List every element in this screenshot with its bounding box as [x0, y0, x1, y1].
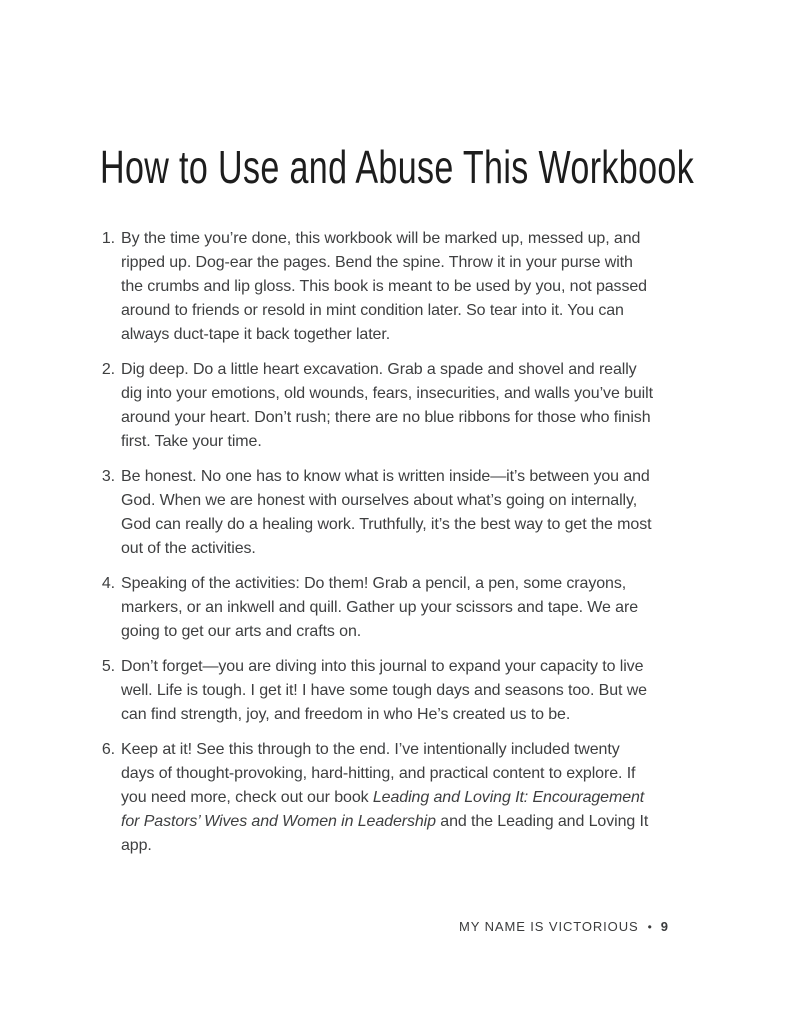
book-title-italic-text: Leading and Loving It: Encouragement for Pastors’ Wives and Women in Leadership — [121, 789, 645, 830]
body-text-segment: By the time you’re done, this workbook will be marked up, messed up, and ripped up. Dog-ear the pages. Bend the spine. Throw it in your purse with the crumbs and lip gloss. This book is meant to be used by you, not passed around to friends or resold in mint condition later. So tear into it. You can always duct-tape it back together later. — [121, 230, 647, 343]
footer-book-title: MY NAME IS VICTORIOUS — [459, 919, 639, 934]
list-item — [98, 358, 656, 454]
list-item-text — [121, 655, 656, 727]
footer-separator-bullet: • — [647, 919, 652, 934]
list-item — [98, 655, 656, 727]
body-text-segment: Speaking of the activities: Do them! Grab a pencil, a pen, some crayons, markers, or an inkwell and quill. Gather up your scissors and tape. We are going to get our arts and crafts on. — [121, 575, 638, 640]
body-text-segment: Be honest. No one has to know what is written inside—it’s between you and God. When we are honest with ourselves about what’s going on internally, God can really do a healing work. Truthfully, it’s the best way to get the most out of the activities. — [121, 468, 652, 557]
list-item — [98, 227, 656, 347]
body-text-segment: Don’t forget—you are diving into this journal to expand your capacity to live well. Life is tough. I get it! I have some tough days and seasons too. But we can find strength, joy, and freedom in who He’s created us to be. — [121, 658, 647, 723]
list-item-text — [121, 465, 656, 561]
list-item-number: 5. — [101, 658, 115, 675]
list-item-number: 3. — [101, 468, 115, 485]
body-text-segment: Keep at it! See this through to the end. I’ve intentionally included twenty days of thought-provoking, hard-hitting, and practical content to explore. If you need more, check out our book — [121, 741, 636, 806]
list-item-text — [121, 738, 656, 858]
list-item-number: 4. — [101, 575, 115, 592]
list-item-text — [121, 358, 656, 454]
instruction-list — [98, 227, 656, 869]
list-item — [98, 465, 656, 561]
list-item-number: 1. — [101, 230, 115, 247]
list-item-text — [121, 572, 656, 644]
body-text-segment: and the Leading and Loving It app. — [121, 813, 649, 854]
page-footer — [459, 919, 668, 934]
footer-page-number: 9 — [660, 919, 668, 934]
list-item-number: 2. — [101, 361, 115, 378]
list-item — [98, 738, 656, 858]
list-item — [98, 572, 656, 644]
body-text-segment: Dig deep. Do a little heart excavation. Grab a spade and shovel and really dig into your emotions, old wounds, fears, insecurities, and walls you’ve built around your heart. Don’t rush; there are no blue ribbons for those who finish first. Take your time. — [121, 361, 653, 450]
list-item-text — [121, 227, 656, 347]
list-item-number: 6. — [101, 741, 115, 758]
page-title: How to Use and Abuse This Workbook — [100, 141, 695, 193]
